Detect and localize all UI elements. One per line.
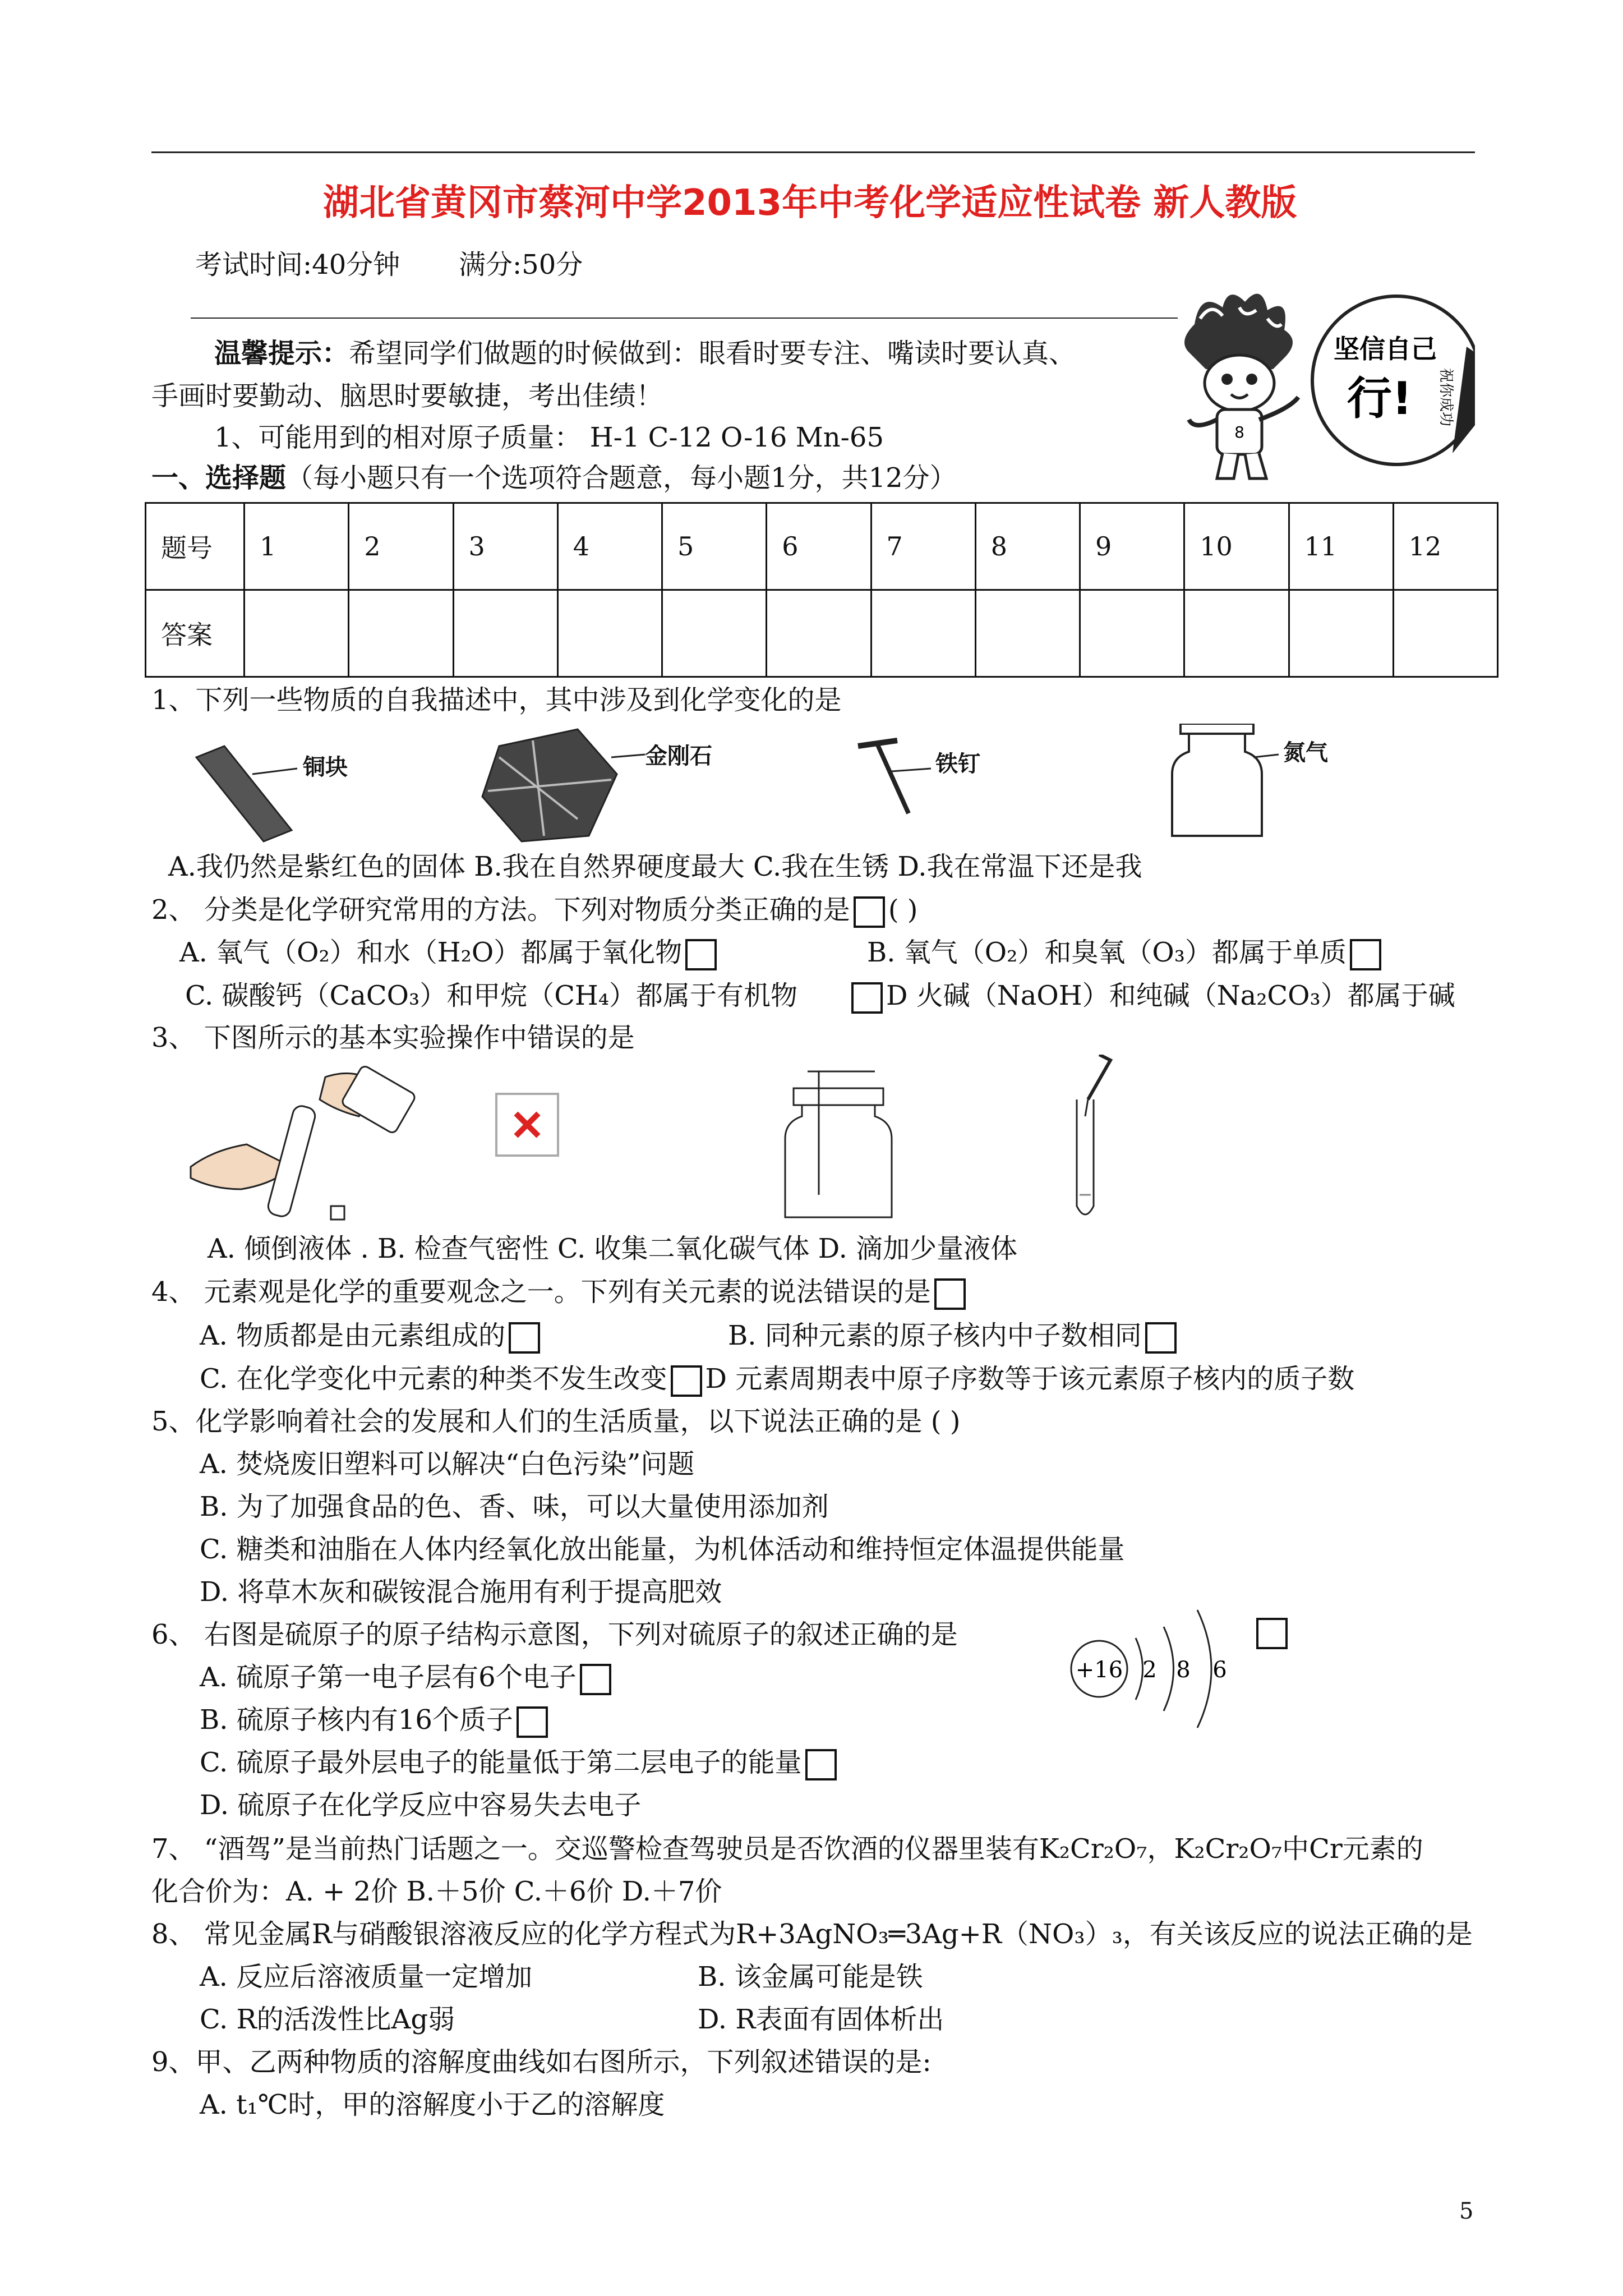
q6-box-b[interactable] xyxy=(517,1706,548,1738)
q6-option-b-text: B. 硫原子核内有16个质子 xyxy=(200,1704,513,1736)
q9-stem: 9、甲、乙两种物质的溶解度曲线如右图所示，下列叙述错误的是: xyxy=(151,2046,932,2078)
q6-stem: 6、 右图是硫原子的原子结构示意图，下列对硫原子的叙述正确的是 xyxy=(151,1619,958,1650)
q5-option-c: C. 糖类和油脂在人体内经氧化放出能量，为机体活动和维持恒定体温提供能量 xyxy=(200,1534,1125,1565)
q1-stem: 1、下列一些物质的自我描述中，其中涉及到化学变化的是 xyxy=(151,684,842,716)
q3-stem: 3、 下图所示的基本实验操作中错误的是 xyxy=(151,1022,635,1053)
q4-option-a xyxy=(200,1319,543,1354)
q4-option-cd xyxy=(200,1362,1354,1397)
page-number: 5 xyxy=(1459,2198,1474,2224)
question-number-cell: 3 xyxy=(453,503,557,590)
answer-cell[interactable] xyxy=(557,590,662,677)
q2-option-b xyxy=(867,936,1385,970)
question-number-cell: 1 xyxy=(245,503,349,590)
q6-option-a-text: A. 硫原子第一电子层有6个电子 xyxy=(200,1662,577,1693)
q3-options: A. 倾倒液体 . B. 检查气密性 C. 收集二氧化碳气体 D. 滴加少量液体 xyxy=(208,1233,1018,1264)
q2-box-b[interactable] xyxy=(1350,939,1381,970)
question-number-cell: 9 xyxy=(1080,503,1184,590)
q2-box-d[interactable] xyxy=(851,982,883,1014)
shell-2-label: 8 xyxy=(1176,1657,1191,1683)
atomic-mass-line: 1、可能用到的相对原子质量： H-1 C-12 O-16 Mn-65 xyxy=(214,422,884,453)
q3-images xyxy=(179,1055,1189,1228)
shell-1-label: 2 xyxy=(1142,1657,1157,1683)
q6-option-b xyxy=(200,1703,551,1738)
gas-collection-bottle-icon xyxy=(785,1071,892,1217)
answer-cell[interactable] xyxy=(1393,590,1497,677)
q7-line-2: 化合价为：A. + 2价 B.＋5价 C.＋6价 D.＋7价 xyxy=(151,1876,722,1907)
q5-option-b: B. 为了加强食品的色、香、味，可以大量使用添加剂 xyxy=(200,1491,829,1522)
pouring-liquid-icon xyxy=(191,1065,417,1220)
answer-cell[interactable] xyxy=(1184,590,1289,677)
q4-stem-line xyxy=(151,1275,969,1310)
q2-option-a-text: A. 氧气（O₂）和水（H₂O）都属于氧化物 xyxy=(179,937,683,968)
q2-stem: 2、 分类是化学研究常用的方法。下列对物质分类正确的是 xyxy=(151,894,850,926)
svg-text:坚信自己: 坚信自己 xyxy=(1334,334,1437,364)
dropper-test-tube-icon xyxy=(1077,1055,1110,1214)
answer-cell[interactable] xyxy=(975,590,1080,677)
q5-option-d: D. 将草木灰和碳铵混合施用有利于提高肥效 xyxy=(200,1576,722,1608)
question-number-cell: 12 xyxy=(1393,503,1497,590)
answer-cell[interactable] xyxy=(871,590,975,677)
question-number-cell: 8 xyxy=(975,503,1080,590)
q8-option-d: D. R表面有固体析出 xyxy=(698,2004,944,2035)
answer-cell[interactable] xyxy=(767,590,871,677)
tips-rule xyxy=(191,318,1178,319)
question-number-cell: 2 xyxy=(349,503,453,590)
q2-option-b-text: B. 氧气（O₂）和臭氧（O₃）都属于单质 xyxy=(867,937,1347,968)
tips-line-2: 手画时要勤动、脑思时要敏捷，考出佳绩！ xyxy=(151,380,663,412)
tips-line-1 xyxy=(214,337,1076,370)
q4-option-a-text: A. 物质都是由元素组成的 xyxy=(200,1320,506,1351)
tips-label: 温馨提示： xyxy=(214,338,349,369)
shell-3-label: 6 xyxy=(1212,1657,1227,1683)
q2-box-a[interactable] xyxy=(685,939,717,970)
mascot-illustration xyxy=(1161,285,1475,487)
table-row-label-answer: 答案 xyxy=(146,590,245,677)
answer-cell[interactable] xyxy=(245,590,349,677)
q4-option-b-text: B. 同种元素的原子核内中子数相同 xyxy=(728,1320,1142,1351)
q8-option-b: B. 该金属可能是铁 xyxy=(698,1961,923,1993)
q4-stem: 4、 元素观是化学的重要观念之一。下列有关元素的说法错误的是 xyxy=(151,1276,931,1308)
gas-bottle-icon xyxy=(1172,724,1279,836)
q8-stem: 8、 常见金属R与硝酸银溶液反应的化学方程式为R+3AgNO₃═3Ag+R（NO₃）₃，有关该反应的说法正确的是 xyxy=(151,1918,1473,1950)
question-number-cell: 4 xyxy=(557,503,662,590)
q6-option-d: D. 硫原子在化学反应中容易失去电子 xyxy=(200,1789,642,1821)
q5-stem: 5、化学影响着社会的发展和人们的生活质量，以下说法正确的是 ( ) xyxy=(151,1406,961,1437)
answer-table xyxy=(145,502,1498,678)
q6-box-c[interactable] xyxy=(805,1749,837,1780)
section-heading xyxy=(151,461,957,495)
svg-text:8: 8 xyxy=(1234,423,1244,441)
q2-option-c: C. 碳酸钙（CaCO₃）和甲烷（CH₄）都属于有机物 xyxy=(185,980,798,1011)
q9-option-a: A. t₁℃时，甲的溶解度小于乙的溶解度 xyxy=(200,2089,665,2120)
q2-stem-line xyxy=(151,893,918,928)
q4-option-b xyxy=(728,1319,1180,1354)
answer-cell[interactable] xyxy=(1080,590,1184,677)
q2-answer-box[interactable] xyxy=(854,896,885,928)
answer-cell[interactable] xyxy=(1289,590,1393,677)
q2-option-d-text: D 火碱（NaOH）和纯碱（Na₂CO₃）都属于碱 xyxy=(886,980,1455,1011)
q6-option-c xyxy=(200,1746,840,1780)
q6-box-a[interactable] xyxy=(580,1664,611,1695)
q7-line-1: 7、 “酒驾”是当前热门话题之一。交巡警检查驾驶员是否饮酒的仪器里装有K₂Cr₂O₇，K₂Cr₂O₇中Cr元素的 xyxy=(151,1833,1423,1865)
section-title: 一、选择题 xyxy=(151,462,287,494)
table-row-label-number: 题号 xyxy=(146,503,245,590)
answer-cell[interactable] xyxy=(662,590,767,677)
broken-image-icon xyxy=(496,1094,558,1156)
svg-text:行!: 行! xyxy=(1347,372,1413,425)
q1-label-diamond: 金刚石 xyxy=(645,743,712,769)
q1-images xyxy=(185,724,1363,847)
diamond-icon xyxy=(482,729,645,841)
exam-time: 考试时间:40分钟 xyxy=(195,249,400,280)
iron-nail-icon xyxy=(858,740,931,813)
page-title: 湖北省黄冈市蔡河中学2013年中考化学适应性试卷 新人教版 xyxy=(323,182,1297,224)
q6-option-c-text: C. 硫原子最外层电子的能量低于第二层电子的能量 xyxy=(200,1747,802,1778)
q6-option-a xyxy=(200,1660,615,1695)
q1-label-nitrogen: 氮气 xyxy=(1283,739,1328,766)
q4-box-a[interactable] xyxy=(509,1322,540,1354)
question-number-cell: 5 xyxy=(662,503,767,590)
sulfur-atom-diagram xyxy=(1066,1604,1245,1733)
question-number-cell: 6 xyxy=(767,503,871,590)
q4-option-c-text: C. 在化学变化中元素的种类不发生改变 xyxy=(200,1363,667,1395)
q1-label-copper: 铜块 xyxy=(303,754,348,780)
q4-answer-box[interactable] xyxy=(934,1278,966,1310)
tips-text-1: 希望同学们做题的时候做到：眼看时要专注、嘴读时要认真、 xyxy=(349,338,1076,369)
q4-option-d-text: D 元素周期表中原子序数等于该元素原子核内的质子数 xyxy=(705,1363,1355,1395)
q1-options: A.我仍然是紫红色的固体 B.我在自然界硬度最大 C.我在生锈 D.我在常温下还是我 xyxy=(168,851,1142,882)
full-score: 满分:50分 xyxy=(459,249,583,280)
nucleus-label: +16 xyxy=(1075,1657,1123,1683)
q2-option-d xyxy=(848,979,1455,1014)
question-number-cell: 7 xyxy=(871,503,975,590)
q8-option-a: A. 反应后溶液质量一定增加 xyxy=(200,1961,533,1993)
q1-label-nail: 铁钉 xyxy=(935,751,980,777)
q4-box-c[interactable] xyxy=(671,1365,702,1397)
copper-block-icon xyxy=(196,746,297,841)
q2-paren: ( ) xyxy=(888,894,918,926)
top-rule xyxy=(151,151,1475,153)
answer-cell[interactable] xyxy=(349,590,453,677)
q5-option-a: A. 焚烧废旧塑料可以解决“白色污染”问题 xyxy=(200,1448,695,1480)
question-number-cell: 10 xyxy=(1184,503,1289,590)
answer-cell[interactable] xyxy=(453,590,557,677)
svg-text:祝你成功: 祝你成功 xyxy=(1437,367,1454,427)
section-desc: （每小题只有一个选项符合题意，每小题1分，共12分） xyxy=(286,462,957,494)
q6-answer-box[interactable] xyxy=(1256,1618,1288,1649)
q8-option-c: C. R的活泼性比Ag弱 xyxy=(200,2004,455,2035)
question-number-cell: 11 xyxy=(1289,503,1393,590)
q4-box-b[interactable] xyxy=(1145,1322,1177,1354)
q2-option-a xyxy=(179,936,720,970)
